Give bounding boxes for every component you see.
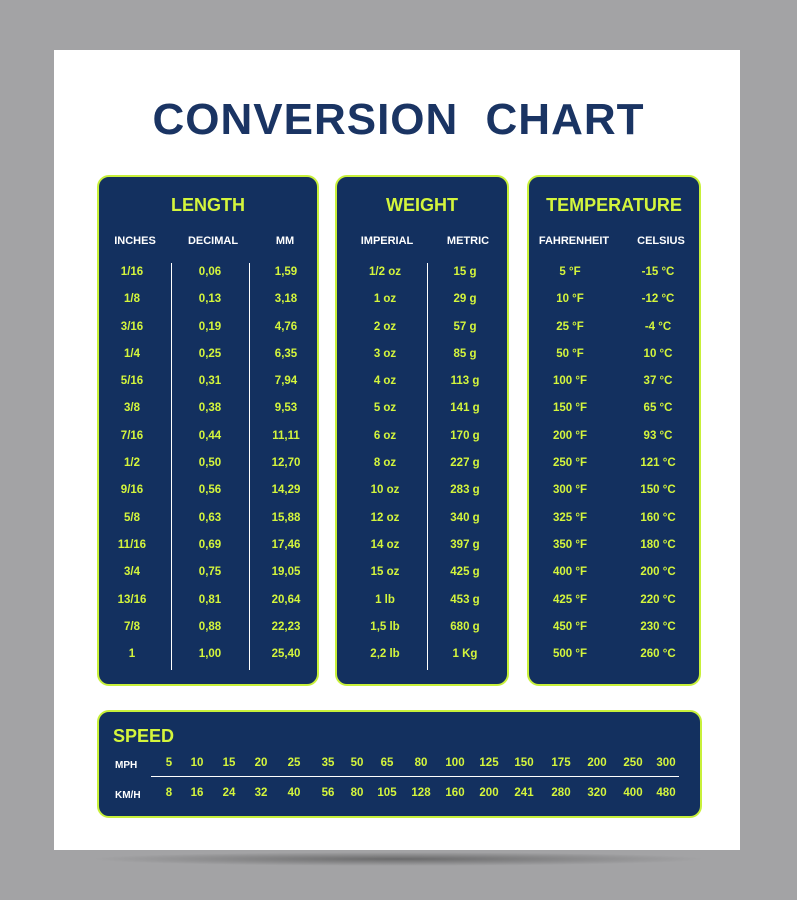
table-cell: 0,56 — [198, 484, 222, 497]
table-cell: 1,5 lb — [370, 620, 400, 633]
table-cell: 450 °F — [552, 620, 587, 633]
table-cell: 0,06 — [198, 266, 222, 278]
table-cell: 180 °C — [640, 538, 676, 551]
length-panel — [97, 175, 319, 686]
table-cell: 3/16 — [120, 320, 144, 333]
weight-metric-column — [420, 262, 510, 671]
length-inches-column — [87, 262, 177, 671]
table-cell: 230 °C — [640, 620, 676, 633]
table-cell: 1/16 — [120, 266, 144, 278]
speed-title: SPEED — [113, 726, 175, 746]
speed-kmh-value: 400 — [623, 787, 643, 799]
table-cell: 1,59 — [274, 266, 298, 278]
table-cell: 14 oz — [370, 538, 400, 551]
speed-kmh-value: 200 — [479, 787, 499, 799]
speed-kmh-value: 24 — [222, 787, 236, 799]
table-cell: -4 °C — [644, 320, 672, 333]
speed-kmh-value: 105 — [377, 787, 397, 799]
table-cell: 0,38 — [198, 402, 222, 415]
table-cell: 22,23 — [271, 620, 301, 633]
table-cell: 12 oz — [370, 511, 400, 524]
table-cell: 340 g — [450, 511, 480, 524]
speed-kmh-value: 241 — [514, 787, 534, 799]
table-cell: 141 g — [450, 402, 480, 415]
temperature-header-fahrenheit: FAHRENHEIT — [538, 235, 610, 247]
table-cell: 350 °F — [552, 538, 587, 551]
table-cell: 5/8 — [124, 511, 140, 524]
speed-mph-value: 200 — [587, 757, 607, 769]
table-cell: 15 oz — [370, 566, 400, 579]
temperature-title: TEMPERATURE — [546, 195, 682, 215]
page-title: CONVERSION CHART — [152, 95, 645, 144]
table-cell: 1/4 — [124, 347, 140, 360]
table-cell: 0,31 — [198, 375, 222, 388]
table-cell: 0,13 — [198, 293, 222, 306]
table-cell: 8 oz — [373, 457, 397, 470]
table-cell: 13/16 — [117, 593, 147, 606]
speed-mph-value: 10 — [190, 757, 204, 769]
table-cell: 200 °C — [640, 566, 676, 579]
speed-kmh-value: 280 — [551, 787, 571, 799]
table-cell: 57 g — [453, 320, 477, 333]
speed-kmh-value: 320 — [587, 787, 607, 799]
temperature-header-celsius: CELSIUS — [637, 235, 685, 247]
table-cell: 65 °C — [643, 402, 673, 415]
table-cell: 1 oz — [373, 293, 397, 306]
weight-header-imperial: IMPERIAL — [360, 235, 414, 247]
table-cell: 0,69 — [198, 538, 222, 551]
speed-mph-value: 175 — [551, 757, 571, 769]
speed-mph-value: 35 — [321, 757, 335, 769]
table-cell: 2 oz — [373, 320, 397, 333]
table-cell: 3 oz — [373, 347, 397, 360]
table-cell: 425 g — [450, 566, 480, 579]
length-header-mm: MM — [275, 235, 295, 247]
length-header-inches: INCHES — [114, 235, 156, 247]
speed-mph-value: 100 — [445, 757, 465, 769]
table-cell: 1 Kg — [452, 648, 478, 661]
table-cell: 7/16 — [120, 429, 144, 442]
speed-kmh-value: 56 — [321, 787, 335, 799]
speed-mph-value: 5 — [165, 757, 173, 769]
table-cell: 25 °F — [556, 320, 584, 333]
table-cell: 11,11 — [272, 429, 300, 442]
table-cell: 150 °F — [552, 402, 587, 415]
table-cell: 0,75 — [198, 566, 222, 579]
table-cell: 1 — [128, 648, 136, 661]
table-cell: 4 oz — [373, 375, 397, 388]
table-cell: 5/16 — [120, 375, 144, 388]
speed-mph-label: MPH — [115, 760, 138, 771]
speed-mph-value: 250 — [623, 757, 643, 769]
table-cell: 150 °C — [640, 484, 676, 497]
table-cell: 11/16 — [117, 538, 147, 551]
table-cell: 6 oz — [373, 429, 397, 442]
table-cell: 170 g — [450, 429, 480, 442]
speed-kmh-value: 128 — [411, 787, 431, 799]
table-cell: 0,19 — [198, 320, 222, 333]
sheet-shadow — [90, 852, 707, 866]
table-cell: 325 °F — [552, 511, 587, 524]
table-cell: 15,88 — [271, 511, 301, 524]
speed-kmh-value: 32 — [254, 787, 268, 799]
table-cell: 227 g — [450, 457, 480, 470]
table-cell: 14,29 — [271, 484, 301, 497]
speed-mph-value: 20 — [254, 757, 268, 769]
table-cell: 17,46 — [271, 538, 301, 551]
speed-kmh-value: 160 — [445, 787, 465, 799]
speed-mph-value: 50 — [350, 757, 364, 769]
table-cell: -12 °C — [641, 293, 675, 306]
table-cell: 680 g — [450, 620, 480, 633]
table-cell: 100 °F — [552, 375, 587, 388]
length-title: LENGTH — [171, 195, 245, 215]
table-cell: 0,44 — [198, 429, 222, 442]
table-cell: 220 °C — [640, 593, 676, 606]
temperature-fahrenheit-column — [525, 262, 615, 671]
table-cell: 1/2 — [124, 457, 140, 470]
speed-mph-value: 80 — [414, 757, 428, 769]
weight-imperial-column — [340, 262, 430, 671]
weight-panel — [335, 175, 509, 686]
table-cell: -15 °C — [641, 266, 675, 278]
table-cell: 0,81 — [198, 593, 222, 606]
table-cell: 10 °F — [556, 293, 584, 306]
table-cell: 300 °F — [552, 484, 587, 497]
table-cell: 3/4 — [124, 566, 140, 579]
table-cell: 50 °F — [556, 347, 584, 360]
table-cell: 12,70 — [271, 457, 301, 470]
table-cell: 37 °C — [643, 375, 673, 388]
weight-header-metric: METRIC — [446, 235, 490, 247]
table-cell: 121 °C — [640, 457, 676, 470]
table-cell: 19,05 — [271, 566, 301, 579]
speed-kmh-value: 8 — [165, 787, 173, 799]
table-cell: 29 g — [453, 293, 477, 306]
speed-mph-value: 15 — [222, 757, 236, 769]
speed-panel — [97, 710, 702, 818]
table-cell: 85 g — [453, 347, 477, 360]
table-cell: 25,40 — [271, 648, 301, 661]
table-cell: 1 lb — [375, 593, 395, 606]
table-cell: 425 °F — [552, 593, 587, 606]
speed-kmh-value: 480 — [656, 787, 676, 799]
table-cell: 1,00 — [198, 648, 222, 661]
speed-kmh-label: KM/H — [115, 790, 141, 801]
weight-title: WEIGHT — [386, 195, 458, 215]
table-cell: 5 oz — [373, 402, 397, 415]
length-header-decimal: DECIMAL — [187, 235, 239, 247]
table-cell: 0,25 — [198, 347, 222, 360]
table-cell: 15 g — [453, 266, 477, 278]
speed-mph-value: 25 — [287, 757, 301, 769]
table-cell: 20,64 — [271, 593, 301, 606]
table-cell: 6,35 — [274, 347, 298, 360]
table-cell: 1/2 oz — [369, 266, 401, 278]
speed-kmh-value: 16 — [190, 787, 204, 799]
table-cell: 10 oz — [370, 484, 400, 497]
table-cell: 400 °F — [552, 566, 587, 579]
speed-mph-value: 150 — [514, 757, 534, 769]
table-cell: 453 g — [450, 593, 480, 606]
table-cell: 500 °F — [552, 648, 587, 661]
table-cell: 397 g — [450, 538, 480, 551]
table-cell: 3,18 — [274, 293, 298, 306]
table-cell: 0,50 — [198, 457, 222, 470]
table-cell: 113 g — [450, 375, 480, 388]
temperature-panel — [527, 175, 701, 686]
table-cell: 0,63 — [198, 511, 222, 524]
table-cell: 2,2 lb — [370, 648, 400, 661]
speed-kmh-value: 40 — [287, 787, 301, 799]
speed-divider — [151, 776, 679, 777]
table-cell: 10 °C — [643, 347, 673, 360]
temperature-celsius-column — [613, 262, 703, 671]
table-cell: 7,94 — [274, 375, 298, 388]
table-cell: 1/8 — [124, 293, 140, 306]
table-cell: 93 °C — [643, 429, 673, 442]
table-cell: 283 g — [450, 484, 480, 497]
speed-kmh-value: 80 — [350, 787, 364, 799]
length-mm-column — [241, 262, 331, 671]
table-cell: 5 °F — [559, 266, 581, 278]
table-cell: 9/16 — [120, 484, 144, 497]
table-cell: 4,76 — [274, 320, 298, 333]
table-cell: 3/8 — [124, 402, 140, 415]
table-cell: 160 °C — [640, 511, 676, 524]
table-cell: 0,88 — [198, 620, 222, 633]
table-cell: 7/8 — [124, 620, 140, 633]
table-cell: 9,53 — [274, 402, 298, 415]
speed-mph-value: 300 — [656, 757, 676, 769]
speed-mph-value: 65 — [380, 757, 394, 769]
table-cell: 200 °F — [552, 429, 587, 442]
table-cell: 260 °C — [640, 648, 676, 661]
table-cell: 250 °F — [552, 457, 587, 470]
speed-mph-value: 125 — [479, 757, 499, 769]
